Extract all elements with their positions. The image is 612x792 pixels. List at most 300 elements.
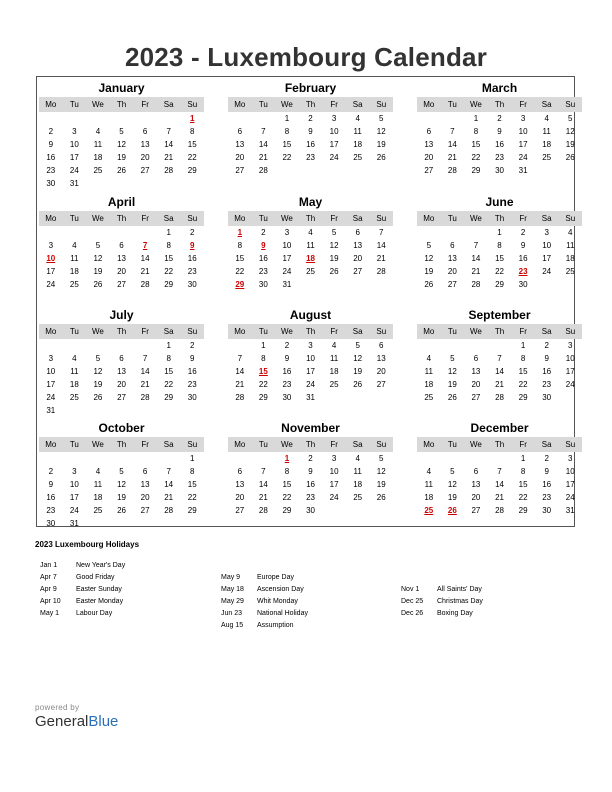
day-cell: 13 bbox=[353, 241, 363, 250]
holiday-date: Apr 7 bbox=[40, 574, 57, 581]
day-cell: 10 bbox=[69, 480, 79, 489]
day-cell: 5 bbox=[95, 354, 101, 363]
day-cell: 27 bbox=[235, 506, 245, 515]
day-cell: 5 bbox=[450, 354, 455, 363]
month-september bbox=[417, 308, 582, 404]
weekday-header: Sa bbox=[541, 100, 552, 109]
day-cell: 2 bbox=[544, 454, 549, 463]
day-cell: 5 bbox=[379, 454, 384, 463]
day-cell: 26 bbox=[376, 493, 386, 502]
weekday-header: Mo bbox=[423, 327, 435, 336]
week-row bbox=[39, 164, 204, 177]
weekday-header-row bbox=[417, 324, 582, 339]
day-cell: 7 bbox=[261, 467, 266, 476]
day-cell: 19 bbox=[447, 493, 457, 502]
day-cell bbox=[39, 226, 63, 239]
generalblue-logo bbox=[35, 713, 118, 730]
day-cell: 27 bbox=[353, 267, 363, 276]
day-cell: 21 bbox=[140, 380, 150, 389]
week-row bbox=[417, 478, 582, 491]
day-cell: 13 bbox=[235, 140, 245, 149]
weekday-header: Tu bbox=[258, 214, 268, 223]
day-cell: 12 bbox=[565, 127, 575, 136]
day-cell bbox=[488, 452, 512, 465]
day-cell: 4 bbox=[568, 228, 573, 237]
day-cell: 7 bbox=[497, 354, 502, 363]
weekday-header: Su bbox=[187, 440, 198, 449]
day-cell: 25 bbox=[93, 166, 103, 175]
weekday-header: Sa bbox=[541, 440, 552, 449]
day-cell: 16 bbox=[542, 480, 552, 489]
day-cell: 19 bbox=[447, 380, 457, 389]
day-cell: 20 bbox=[376, 367, 386, 376]
day-cell: 15 bbox=[282, 140, 292, 149]
weekday-header: Tu bbox=[69, 214, 79, 223]
week-row bbox=[228, 391, 393, 404]
day-cell bbox=[157, 452, 181, 465]
day-cell: 4 bbox=[355, 454, 360, 463]
day-cell bbox=[346, 278, 370, 291]
day-cell: 10 bbox=[306, 354, 315, 363]
day-cell: 17 bbox=[46, 267, 56, 276]
day-cell: 29 bbox=[518, 393, 528, 402]
day-cell: 23 bbox=[306, 153, 315, 162]
weekday-header: Tu bbox=[69, 440, 79, 449]
month-name: October bbox=[98, 421, 145, 435]
day-cell: 9 bbox=[544, 354, 549, 363]
day-cell: 9 bbox=[308, 467, 313, 476]
day-cell: 13 bbox=[376, 354, 386, 363]
day-cell: 7 bbox=[473, 241, 479, 250]
weekday-header: Fr bbox=[519, 100, 527, 109]
month-name: June bbox=[485, 195, 514, 209]
day-cell: 7 bbox=[261, 127, 266, 136]
week-row bbox=[39, 504, 204, 517]
day-cell: 20 bbox=[447, 267, 457, 276]
day-cell: 18 bbox=[329, 367, 339, 376]
week-row bbox=[417, 125, 582, 138]
day-cell: 31 bbox=[565, 506, 575, 515]
holiday-list-column-3 bbox=[401, 584, 483, 620]
holiday-list-item bbox=[221, 596, 308, 608]
day-cell bbox=[39, 452, 63, 465]
day-cell: 3 bbox=[48, 241, 54, 250]
day-cell bbox=[133, 226, 157, 239]
week-row bbox=[228, 138, 393, 151]
day-cell: 24 bbox=[329, 493, 339, 502]
month-name: November bbox=[281, 421, 340, 435]
day-cell: 5 bbox=[426, 241, 432, 250]
day-cell: 16 bbox=[542, 367, 552, 376]
weekday-header: Th bbox=[305, 214, 316, 223]
day-cell: 29 bbox=[187, 166, 197, 175]
day-cell: 14 bbox=[235, 367, 245, 376]
day-cell bbox=[133, 517, 157, 530]
weekday-header: Sa bbox=[352, 440, 363, 449]
week-row bbox=[228, 125, 393, 138]
day-cell: 20 bbox=[117, 267, 126, 276]
day-cell: 10 bbox=[329, 127, 339, 136]
day-cell: 10 bbox=[69, 140, 79, 149]
weekday-header-row bbox=[417, 97, 582, 112]
day-cell: 30 bbox=[542, 393, 552, 402]
day-cell: 30 bbox=[518, 280, 528, 289]
day-cell: 5 bbox=[568, 114, 573, 123]
holiday-name: Whit Monday bbox=[257, 598, 298, 605]
weekday-header: Sa bbox=[163, 100, 174, 109]
weekday-header: Su bbox=[187, 214, 198, 223]
day-cell: 26 bbox=[117, 506, 126, 515]
day-cell: 8 bbox=[520, 467, 526, 476]
day-cell: 2 bbox=[190, 228, 195, 237]
day-cell bbox=[157, 112, 181, 125]
day-cell bbox=[464, 452, 488, 465]
week-row bbox=[39, 452, 204, 465]
day-cell: 27 bbox=[424, 166, 434, 175]
day-cell: 6 bbox=[473, 467, 479, 476]
month-name: December bbox=[470, 421, 529, 435]
holiday-list-item bbox=[221, 608, 308, 620]
day-cell: 29 bbox=[187, 506, 197, 515]
day-cell: 30 bbox=[306, 506, 315, 515]
month-april bbox=[39, 195, 204, 291]
week-row bbox=[39, 517, 204, 530]
day-cell: 8 bbox=[166, 354, 171, 363]
day-cell: 6 bbox=[142, 467, 148, 476]
day-cell: 30 bbox=[282, 393, 292, 402]
day-cell: 26 bbox=[117, 166, 126, 175]
day-cell bbox=[86, 339, 110, 352]
holiday-day-cell: 9 bbox=[190, 241, 195, 250]
week-row bbox=[228, 112, 393, 125]
day-cell: 8 bbox=[284, 467, 290, 476]
day-cell: 3 bbox=[284, 228, 290, 237]
weekday-header: We bbox=[281, 327, 293, 336]
day-cell: 9 bbox=[48, 480, 54, 489]
holiday-day-cell: 1 bbox=[237, 228, 243, 237]
day-cell: 12 bbox=[117, 140, 126, 149]
day-cell: 16 bbox=[495, 140, 504, 149]
day-cell bbox=[369, 278, 393, 291]
day-cell: 12 bbox=[424, 254, 434, 263]
day-cell: 3 bbox=[520, 114, 526, 123]
day-cell: 21 bbox=[258, 493, 268, 502]
day-cell: 18 bbox=[353, 480, 363, 489]
day-cell bbox=[133, 112, 157, 125]
day-cell: 31 bbox=[46, 406, 56, 415]
day-cell bbox=[110, 112, 134, 125]
week-row bbox=[417, 504, 582, 517]
day-cell: 20 bbox=[424, 153, 434, 162]
day-cell bbox=[157, 404, 181, 417]
day-cell: 16 bbox=[518, 254, 528, 263]
day-cell: 3 bbox=[331, 454, 337, 463]
day-cell: 4 bbox=[544, 114, 549, 123]
day-cell: 15 bbox=[164, 367, 174, 376]
day-cell: 4 bbox=[308, 228, 313, 237]
day-cell: 16 bbox=[306, 480, 315, 489]
day-cell: 5 bbox=[450, 467, 455, 476]
day-cell: 12 bbox=[329, 241, 339, 250]
day-cell: 11 bbox=[93, 480, 103, 489]
day-cell bbox=[86, 404, 110, 417]
day-cell: 7 bbox=[237, 354, 243, 363]
holiday-name: Christmas Day bbox=[437, 598, 483, 605]
holiday-day-cell: 1 bbox=[190, 114, 195, 123]
day-cell: 18 bbox=[565, 254, 575, 263]
holiday-date: May 18 bbox=[221, 586, 244, 593]
day-cell: 15 bbox=[518, 480, 528, 489]
day-cell: 6 bbox=[473, 354, 479, 363]
weekday-header: We bbox=[281, 100, 293, 109]
day-cell: 21 bbox=[495, 493, 504, 502]
weekday-header: We bbox=[470, 440, 482, 449]
week-row bbox=[39, 378, 204, 391]
day-cell: 11 bbox=[329, 354, 339, 363]
day-cell: 8 bbox=[190, 127, 195, 136]
day-cell: 11 bbox=[542, 127, 551, 136]
day-cell bbox=[417, 112, 441, 125]
day-cell bbox=[369, 391, 393, 404]
day-cell: 14 bbox=[495, 367, 504, 376]
day-cell: 29 bbox=[164, 280, 174, 289]
weekday-header: We bbox=[92, 440, 104, 449]
weekday-header: Mo bbox=[234, 100, 246, 109]
day-cell: 19 bbox=[93, 380, 103, 389]
weekday-header: Tu bbox=[258, 440, 268, 449]
day-cell: 2 bbox=[544, 341, 549, 350]
day-cell: 6 bbox=[450, 241, 455, 250]
day-cell: 9 bbox=[544, 467, 549, 476]
week-row bbox=[228, 504, 393, 517]
day-cell: 15 bbox=[164, 254, 174, 263]
day-cell bbox=[369, 164, 393, 177]
week-row bbox=[228, 164, 393, 177]
day-cell: 4 bbox=[72, 241, 77, 250]
holiday-date: Apr 10 bbox=[40, 598, 61, 605]
day-cell: 3 bbox=[72, 467, 77, 476]
day-cell: 22 bbox=[164, 380, 174, 389]
holiday-day-cell: 15 bbox=[258, 367, 268, 376]
holiday-day-cell: 9 bbox=[261, 241, 266, 250]
week-row bbox=[228, 452, 393, 465]
day-cell: 16 bbox=[282, 367, 292, 376]
month-july bbox=[39, 308, 204, 417]
holiday-date: Jun 23 bbox=[221, 610, 243, 617]
day-cell bbox=[322, 164, 346, 177]
day-cell: 7 bbox=[142, 354, 148, 363]
day-cell: 23 bbox=[187, 380, 197, 389]
weekday-header-row bbox=[228, 211, 393, 226]
day-cell: 20 bbox=[471, 380, 481, 389]
month-name: May bbox=[298, 195, 323, 209]
day-cell: 15 bbox=[235, 254, 245, 263]
day-cell: 14 bbox=[140, 367, 150, 376]
day-cell: 26 bbox=[93, 280, 103, 289]
day-cell bbox=[346, 391, 370, 404]
holiday-date: Aug 15 bbox=[221, 622, 244, 629]
day-cell: 19 bbox=[424, 267, 434, 276]
day-cell bbox=[133, 339, 157, 352]
weekday-header: Fr bbox=[141, 100, 149, 109]
day-cell: 13 bbox=[447, 254, 457, 263]
weekday-header: Fr bbox=[330, 214, 338, 223]
weekday-header: We bbox=[470, 214, 482, 223]
day-cell: 10 bbox=[46, 367, 56, 376]
day-cell bbox=[63, 452, 87, 465]
day-cell: 3 bbox=[308, 341, 313, 350]
day-cell: 21 bbox=[471, 267, 481, 276]
day-cell: 8 bbox=[473, 127, 479, 136]
weekday-header: Fr bbox=[141, 214, 149, 223]
day-cell: 7 bbox=[166, 127, 171, 136]
weekday-header: Mo bbox=[45, 327, 57, 336]
week-row bbox=[39, 177, 204, 190]
weekday-header: Sa bbox=[352, 214, 363, 223]
weekday-header: Su bbox=[565, 440, 576, 449]
week-row bbox=[417, 252, 582, 265]
weekday-header: We bbox=[92, 327, 104, 336]
day-cell: 20 bbox=[140, 493, 150, 502]
weekday-header: Fr bbox=[519, 327, 527, 336]
day-cell bbox=[488, 339, 512, 352]
weekday-header: We bbox=[281, 214, 293, 223]
weekday-header: Sa bbox=[541, 327, 552, 336]
week-row bbox=[228, 151, 393, 164]
weekday-header: Tu bbox=[447, 440, 457, 449]
day-cell bbox=[39, 112, 63, 125]
day-cell: 29 bbox=[518, 506, 528, 515]
day-cell: 17 bbox=[565, 367, 575, 376]
day-cell bbox=[417, 452, 441, 465]
month-february bbox=[228, 81, 393, 177]
day-cell: 8 bbox=[520, 354, 526, 363]
day-cell: 22 bbox=[518, 380, 528, 389]
day-cell: 5 bbox=[355, 341, 360, 350]
day-cell: 14 bbox=[140, 254, 150, 263]
weekday-header: Tu bbox=[447, 214, 457, 223]
day-cell: 5 bbox=[119, 127, 124, 136]
weekday-header: Th bbox=[494, 440, 505, 449]
week-row bbox=[417, 452, 582, 465]
day-cell bbox=[133, 177, 157, 190]
day-cell: 26 bbox=[93, 393, 103, 402]
weekday-header: Su bbox=[565, 214, 576, 223]
day-cell: 23 bbox=[542, 380, 552, 389]
day-cell: 26 bbox=[353, 380, 363, 389]
day-cell: 10 bbox=[329, 467, 339, 476]
day-cell: 17 bbox=[329, 480, 339, 489]
weekday-header: Su bbox=[376, 327, 387, 336]
logo-blue-text: Blue bbox=[88, 713, 119, 730]
weekday-header: Su bbox=[565, 327, 576, 336]
day-cell: 16 bbox=[46, 493, 56, 502]
day-cell: 2 bbox=[48, 127, 54, 136]
day-cell: 24 bbox=[306, 380, 315, 389]
day-cell: 14 bbox=[164, 140, 174, 149]
day-cell: 18 bbox=[93, 153, 103, 162]
day-cell: 19 bbox=[93, 267, 103, 276]
day-cell bbox=[417, 226, 441, 239]
day-cell: 24 bbox=[69, 166, 79, 175]
day-cell bbox=[86, 517, 110, 530]
day-cell: 28 bbox=[258, 166, 268, 175]
day-cell: 28 bbox=[140, 393, 150, 402]
day-cell: 23 bbox=[495, 153, 504, 162]
weekday-header: Su bbox=[565, 100, 576, 109]
week-row bbox=[39, 138, 204, 151]
day-cell: 19 bbox=[117, 493, 126, 502]
day-cell bbox=[535, 164, 559, 177]
day-cell: 21 bbox=[376, 254, 386, 263]
day-cell: 8 bbox=[261, 354, 266, 363]
page-title: 2023 - Luxembourg Calendar bbox=[124, 42, 488, 72]
brand-footer bbox=[35, 703, 118, 730]
weekday-header: Mo bbox=[234, 214, 246, 223]
week-row bbox=[228, 478, 393, 491]
day-cell: 28 bbox=[235, 393, 245, 402]
holiday-name: All Saints' Day bbox=[437, 586, 482, 593]
day-cell: 29 bbox=[282, 506, 292, 515]
weekday-header: We bbox=[281, 440, 293, 449]
day-cell: 22 bbox=[187, 153, 197, 162]
month-name: September bbox=[468, 308, 531, 322]
week-row bbox=[228, 365, 393, 378]
week-row bbox=[417, 164, 582, 177]
day-cell: 11 bbox=[566, 241, 575, 250]
day-cell: 23 bbox=[542, 493, 552, 502]
day-cell: 22 bbox=[495, 267, 504, 276]
week-row bbox=[417, 265, 582, 278]
day-cell: 12 bbox=[447, 367, 457, 376]
weekday-header: Su bbox=[376, 440, 387, 449]
holidays-title: 2023 Luxembourg Holidays bbox=[35, 540, 140, 549]
day-cell: 21 bbox=[235, 380, 245, 389]
day-cell bbox=[322, 391, 346, 404]
day-cell: 20 bbox=[117, 380, 126, 389]
weekday-header: Tu bbox=[258, 100, 268, 109]
month-march bbox=[417, 81, 582, 177]
month-name: April bbox=[107, 195, 136, 209]
day-cell: 12 bbox=[93, 254, 103, 263]
day-cell: 4 bbox=[331, 341, 337, 350]
day-cell: 1 bbox=[261, 341, 266, 350]
weekday-header-row bbox=[39, 211, 204, 226]
day-cell bbox=[346, 164, 370, 177]
weekday-header: Mo bbox=[45, 100, 57, 109]
weekday-header: Th bbox=[116, 100, 127, 109]
day-cell: 11 bbox=[424, 367, 433, 376]
month-may bbox=[228, 195, 393, 291]
week-row bbox=[417, 365, 582, 378]
day-cell: 12 bbox=[93, 367, 103, 376]
day-cell: 23 bbox=[187, 267, 197, 276]
week-row bbox=[39, 252, 204, 265]
day-cell: 9 bbox=[520, 241, 526, 250]
day-cell: 1 bbox=[166, 341, 171, 350]
day-cell: 4 bbox=[95, 467, 101, 476]
day-cell: 22 bbox=[282, 153, 292, 162]
day-cell: 30 bbox=[258, 280, 268, 289]
month-name: August bbox=[289, 308, 332, 322]
day-cell: 22 bbox=[235, 267, 245, 276]
holiday-list-item bbox=[40, 584, 125, 596]
day-cell bbox=[369, 504, 393, 517]
weekday-header: Mo bbox=[423, 100, 435, 109]
holiday-day-cell: 7 bbox=[142, 241, 148, 250]
week-row bbox=[39, 391, 204, 404]
day-cell: 5 bbox=[95, 241, 101, 250]
